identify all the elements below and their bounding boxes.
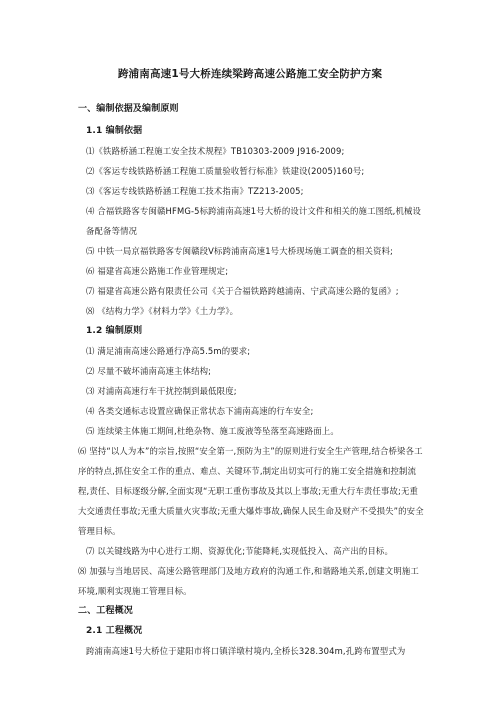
basis-item: ⑷ 合福铁路客专闽赣HFMG-5标跨浦南高速1号大桥的设计文件和相关的施工图纸,机械设备配备等情况 [86, 206, 422, 236]
principle-item: ⑸ 连续梁主体施工期间,杜绝杂物、施工废液等坠落至高速路面上。 [86, 426, 339, 436]
overview-paragraph: 跨浦南高速1号大桥位于建阳市将口镇洋墩村境内,全桥长328.304m,孔跨布置型式为 [86, 646, 406, 656]
principle-item: ⑻ 加强与当地居民、高速公路管理部门及地方政府的沟通工作,和谐路地关系,创建文明施工环境,顺利实现施工管理目标。 [78, 566, 419, 596]
document-title: 跨浦南高速1号大桥连续梁跨高速公路施工安全防护方案 [117, 68, 383, 80]
subsection-heading-1-2: 1.2 编制原则 [86, 326, 143, 336]
basis-item: ⑵《客运专线铁路桥涵工程施工质量验收暂行标准》铁建设(2005)160号; [86, 166, 365, 176]
principle-item: ⑹ 坚持“以人为本”的宗旨,按照“安全第一,预防为主”的原则进行安全生产管理,结合桥梁各工序的特点,抓住安全工作的重点、难点、关键环节,制定出切实可行的施工安全措施和控制流程,责任、目标逐级分解,全面实现“无职工重伤事故及其以上事故;无重大行车责任事故;无重大交通责任事故;无重大质量火灾事故;无重大爆炸事故,确保人民生命及财产不受损失”的安全管理目标。 [78, 446, 424, 536]
subsection-heading-1-1: 1.1 编制依据 [86, 126, 143, 136]
principle-item: ⑺ 以关键线路为中心进行工期、资源优化;节能降耗,实现低投入、高产出的目标。 [86, 546, 393, 556]
principle-item: ⑴ 满足浦南高速公路通行净高5.5m的要求; [86, 346, 251, 356]
basis-item: ⑸ 中铁一局京福铁路客专闽赣段Ⅴ标跨浦南高速1号大桥现场施工调查的相关资料; [86, 246, 393, 256]
section-heading-2: 二、工程概况 [78, 606, 133, 616]
basis-item: ⑻ 《结构力学》《材料力学》《土力学》。 [86, 306, 239, 316]
principle-item: ⑷ 各类交通标志设置应确保正常状态下浦南高速的行车安全; [86, 406, 314, 416]
section-heading-1: 一、编制依据及编制原则 [78, 104, 179, 114]
basis-item: ⑺ 福建省高速公路有限责任公司《关于合福铁路跨越浦南、宁武高速公路的复函》; [86, 286, 399, 296]
basis-item: ⑶《客运专线铁路桥涵工程施工技术指南》TZ213-2005; [86, 186, 304, 196]
basis-item: ⑴《铁路桥涵工程施工安全技术规程》TB10303-2009 J916-2009; [86, 146, 345, 156]
basis-item: ⑹ 福建省高速公路施工作业管理规定; [86, 266, 229, 276]
principle-item: ⑶ 对浦南高速行车干扰控制到最低限度; [86, 386, 237, 396]
subsection-heading-2-1: 2.1 工程概况 [86, 626, 143, 636]
principle-item: ⑵ 尽量不破坏浦南高速主体结构; [86, 366, 212, 376]
